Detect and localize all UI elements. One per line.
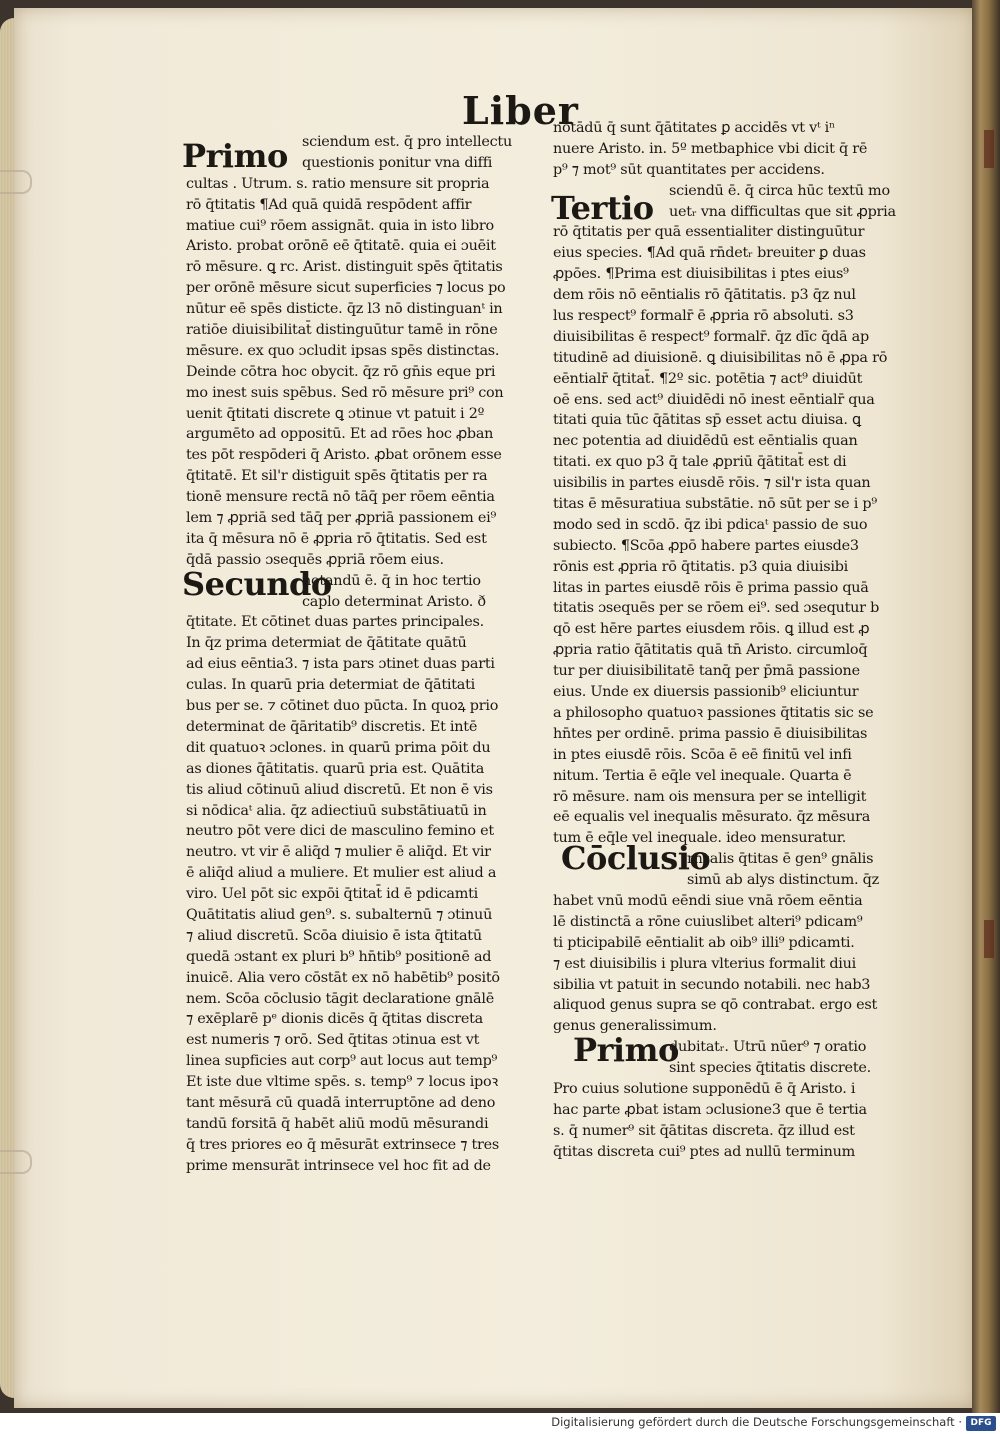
text-line: lus respect⁹ formalr̄ ē ꝓpria rō absoluti. s3 bbox=[553, 308, 854, 325]
text-line: ⁊ est diuisibilis i plura vlterius formalit diui bbox=[553, 955, 857, 972]
text-line: aliquod genus supra se qō contrabat. ergo est bbox=[553, 997, 877, 1014]
text-line: matiue cui⁹ rōem assignāt. quia in isto libro bbox=[186, 217, 494, 234]
text-line: q̄titas discreta cui⁹ ptes ad nullū terminum bbox=[553, 1143, 856, 1160]
initial-conclusio: Cōclusio bbox=[561, 839, 711, 877]
text-line: lē distinctā a rōne cuiuslibet alteri⁹ pdicam⁹ bbox=[553, 913, 863, 930]
text-line: ti pticipabilē eēntialit ab oib⁹ illi⁹ pdicamti. bbox=[553, 934, 855, 951]
text-line: uetᵣ vna difficultas que sit ꝓpria bbox=[669, 203, 896, 220]
text-line: argumēto ad oppositū. Et ad rōes hoc ꝓban bbox=[186, 426, 494, 443]
text-line: ratiōe diuisibilitat̄ distinguūtur tamē in rōne bbox=[186, 322, 498, 339]
text-line: uenit q̄titati discrete ꝗ ɔtinue vt patuit i 2º bbox=[186, 405, 485, 422]
paragraph-primo bbox=[186, 132, 542, 571]
text-line: questionis ponitur vna diffi bbox=[302, 154, 493, 171]
text-line: sint species q̄titatis discrete. bbox=[669, 1060, 871, 1077]
text-line: Aristo. probat orōnē eē q̄titatē. quia ei ɔuēit bbox=[186, 238, 496, 255]
funding-credit: Digitalisierung gefördert durch die Deutsche Forschungsgemeinschaft · bbox=[551, 1415, 962, 1429]
text-line: lem ⁊ ꝓpriā sed tāq̄ per ꝓpriā passionem ei⁹ bbox=[186, 510, 497, 527]
text-line: si nōdicaᵗ alia. q̄z adiectiuū substātiuatū in bbox=[186, 802, 487, 819]
text-line: a philosopho quatuoꝛ passiones q̄titatis sic se bbox=[553, 704, 874, 721]
text-line: titudinē ad diuisionē. ꝗ diuisibilitas nō ē ꝓpa rō bbox=[553, 349, 888, 366]
text-line: neutro pōt vere dici de masculino femino et bbox=[186, 823, 494, 840]
binding-clip bbox=[0, 1150, 32, 1174]
text-line: sciendū ē. q̄ circa hūc textū mo bbox=[669, 182, 890, 199]
spine-decoration bbox=[984, 130, 994, 168]
text-line: caplo determinat Aristo. ð bbox=[302, 593, 486, 610]
text-line: qō est hēre partes eiusdem rōis. ꝗ illud est ꝓ bbox=[553, 621, 870, 638]
dfg-logo: DFG bbox=[966, 1416, 996, 1431]
text-line: rō mēsure. nam ois mensura per se intelligit bbox=[553, 788, 867, 805]
text-line: titatis ɔsequēs per se rōem ei⁹. sed ɔsequtur b bbox=[553, 600, 880, 617]
text-line: dem rōis nō eēntialis rō q̄ātitatis. p3 q̄z nul bbox=[553, 287, 856, 304]
text-line: oē ens. sed act⁹ diuidēdi nō inest eēntialr̄ qua bbox=[553, 391, 875, 408]
text-line: ꝓpria ratio q̄ātitatis quā tn̄ Aristo. circumloq̄ bbox=[553, 642, 868, 659]
text-line: Pro cuius solutione supponēdū ē q̄ Aristo. i bbox=[553, 1080, 856, 1097]
running-head: Liber bbox=[462, 88, 579, 133]
text-line: rōnis est ꝓpria rō q̄titatis. p3 quia diuisibi bbox=[553, 558, 849, 575]
text-line: tandū forsitā q̄ habēt aliū modū mēsurandi bbox=[186, 1115, 489, 1132]
right-column bbox=[553, 118, 913, 1163]
text-line: diuisibilitas ē respect⁹ formalr̄. q̄z dīc q̄dā ap bbox=[553, 328, 869, 345]
show-through-text bbox=[600, 70, 610, 105]
text-line: nuere Aristo. in. 5º metbaphice vbi dicit q̄ rē bbox=[553, 140, 868, 157]
text-line: sibilia vt patuit in secundo notabili. nec hab3 bbox=[553, 976, 871, 993]
text-line: viro. Uel pōt sic expōi q̄titat̄ id ē pdicamti bbox=[186, 886, 479, 903]
text-line: per orōnē mēsure sicut superficies ⁊ locus po bbox=[186, 280, 506, 297]
text-line: litas in partes eiusdē rōis ē prima passio quā bbox=[553, 579, 869, 596]
text-line: notādū q̄ sunt q̄ātitates ꝑ accidēs vt vᵗ iⁿ bbox=[553, 120, 835, 136]
text-line: notandū ē. q̄ in hoc tertio bbox=[302, 572, 481, 589]
text-line: ⁊ aliud discretū. Scōa diuisio ē ista q̄titatū bbox=[186, 927, 482, 944]
text-line: ⁊ exēplarē pᵉ dionis dicēs q̄ q̄titas discreta bbox=[186, 1011, 483, 1028]
text-line: p⁹ ⁊ mot⁹ sūt quantitates per accidens. bbox=[553, 161, 825, 178]
text-line: eius species. ¶Ad quā rn̄detᵣ breuiter ꝑ duas bbox=[553, 245, 866, 262]
text-line: nem. Scōa cōclusio tāgit declaratione gnālē bbox=[186, 990, 494, 1007]
text-line: tis aliud cōtinuū aliud discretū. Et non ē vis bbox=[186, 781, 493, 798]
text-line: quedā ɔstant ex pluri b⁹ hn̄tib⁹ positionē ad bbox=[186, 948, 492, 965]
text-line: dit quatuoꝛ ɔclones. in quarū prima pōit du bbox=[186, 739, 491, 756]
text-line: est numeris ⁊ orō. Sed q̄titas ɔtinua est vt bbox=[186, 1032, 480, 1049]
text-line: cultas . Utrum. s. ratio mensure sit propria bbox=[186, 175, 490, 192]
text-line: culas. In quarū pria determiat de q̄ātitati bbox=[186, 677, 476, 694]
text-line: prime mensurāt intrinsece vel hoc fit ad de bbox=[186, 1157, 491, 1174]
text-line: simū ab alys distinctum. q̄z bbox=[687, 872, 879, 889]
text-line: ita q̄ mēsura nō ē ꝓpria rō q̄titatis. Sed est bbox=[186, 530, 487, 547]
paragraph-tertio bbox=[553, 181, 913, 850]
text-line: titati. ex quo p3 q̄ tale ꝓpriū q̄ātitat̄ est di bbox=[553, 454, 847, 471]
text-line: tant mēsurā cū quadā interruptōne ad deno bbox=[186, 1094, 496, 1111]
text-line: ē aliq̄d aliud a muliere. Et mulier est aliud a bbox=[186, 865, 497, 882]
text-line: rō q̄titatis per quā essentialiter distinguūtur bbox=[553, 224, 865, 241]
text-line: inuicē. Alia vero cōstāt ex nō habētib⁹ positō bbox=[186, 969, 500, 986]
text-line: determinat de q̄āritatib⁹ discretis. Et intē bbox=[186, 718, 478, 735]
text-line: In q̄z prima determiat de q̄ātitate quātū bbox=[186, 635, 467, 652]
initial-primo: Primo bbox=[182, 137, 288, 175]
text-line: in ptes eiusdē rōis. Scōa ē eē finitū vel infi bbox=[553, 746, 852, 763]
text-line: q̄titate. Et cōtinet duas partes principales. bbox=[186, 614, 484, 631]
text-line: rō q̄titatis ¶Ad quā quidā respōdent affir bbox=[186, 196, 472, 213]
text-line: eēntialr̄ q̄titat̄. ¶2º sic. potētia ⁊ act⁹ diuidūt bbox=[553, 370, 863, 387]
text-line: uisibilis in partes eiusdē rōis. ⁊ sil'r ista quan bbox=[553, 475, 871, 492]
text-line: mēsure. ex quo ɔcludit ipsas spēs distinctas. bbox=[186, 342, 500, 359]
spine-decoration bbox=[984, 920, 994, 958]
text-line: titas ē mēsuratiua substātie. nō sūt per se i p⁹ bbox=[553, 496, 877, 513]
text-line: q̄titatē. Et sil'r distiguit spēs q̄titatis per ra bbox=[186, 468, 488, 485]
text-line: eius. Unde ex diuersis passionib⁹ eliciuntur bbox=[553, 684, 859, 701]
binding-clip bbox=[0, 170, 32, 194]
text-line: s. q̄ numer⁹ sit q̄ātitas discreta. q̄z illud est bbox=[553, 1122, 855, 1139]
paragraph-secundo bbox=[186, 571, 542, 1177]
text-line: ad eius eēntia3. ⁊ ista pars ɔtinet duas parti bbox=[186, 656, 495, 673]
text-line: Et iste due vltime spēs. s. temp⁹ ⁊ locus ipoꝛ bbox=[186, 1074, 498, 1091]
text-line: nitum. Tertia ē eq̄le vel inequale. Quarta ē bbox=[553, 767, 852, 784]
text-line: eē equalis vel inequalis mēsurato. q̄z mēsura bbox=[553, 809, 871, 826]
text-line: q̄dā passio ɔsequēs ꝓpriā rōem eius. bbox=[186, 551, 444, 568]
text-line: as diones q̄ātitatis. quarū pria est. Quātita bbox=[186, 760, 485, 777]
initial-primo-dubitatur: Primo bbox=[573, 1031, 679, 1069]
initial-tertio: Tertio bbox=[551, 189, 654, 227]
left-column bbox=[182, 132, 542, 1177]
text-line: linea supficies aut corp⁹ aut locus aut temp⁹ bbox=[186, 1053, 498, 1070]
text-line: titati quia tūc q̄ātitas sp̄ esset actu diuisa. ꝗ bbox=[553, 412, 861, 429]
text-line: rn̄salis q̄titas ē gen⁹ gnālis bbox=[687, 851, 874, 868]
footer-bar bbox=[0, 1413, 1000, 1434]
text-line: ꝓpōes. ¶Prima est diuisibilitas i ptes eius⁹ bbox=[553, 266, 849, 283]
text-line: nūtur eē spēs disticte. q̄z l3 nō distinguanᵗ in bbox=[186, 301, 503, 318]
text-line: tur per diuisibilitatē tanq̄ per p̄mā passione bbox=[553, 663, 860, 680]
text-line: bus per se. ⁊ cōtinet duo pūcta. In quoꝝ prio bbox=[186, 698, 499, 715]
text-line: neutro. vt vir ē aliq̄d ⁊ mulier ē aliq̄d. Et vir bbox=[186, 844, 491, 861]
text-line: sciendum est. q̄ pro intellectu bbox=[302, 134, 512, 150]
text-line: tum ē eq̄le vel inequale. ideo mensuratur. bbox=[553, 830, 847, 847]
text-line: nec potentia ad diuidēdū est eēntialis quan bbox=[553, 433, 858, 450]
text-line: modo sed in scdō. q̄z ibi pdicaᵗ passio de suo bbox=[553, 516, 868, 533]
text-line: tes pōt respōderi q̄ Aristo. ꝓbat orōnem esse bbox=[186, 447, 502, 464]
text-line: q̄ tres priores eo q̄ mēsurāt extrinsece ⁊ tres bbox=[186, 1136, 500, 1153]
text-line: dubitatᵣ. Utrū nūer⁹ ⁊ oratio bbox=[669, 1039, 867, 1056]
text-line: hn̄tes per ordinē. prima passio ē diuisibilitas bbox=[553, 725, 868, 742]
text-line: subiecto. ¶Scōa ꝓpō habere partes eiusde3 bbox=[553, 537, 859, 554]
text-line: genus generalissimum. bbox=[553, 1018, 717, 1035]
text-line: mo inest suis spēbus. Sed rō mēsure pri⁹ con bbox=[186, 384, 504, 401]
paragraph-continuation bbox=[553, 118, 913, 181]
text-line: tionē mensure rectā nō tāq̄ per rōem eēntia bbox=[186, 489, 495, 506]
book-spine bbox=[972, 0, 1000, 1413]
text-line: habet vnū modū eēndi siue vnā rōem eēntia bbox=[553, 892, 863, 909]
text-line: Quātitatis aliud gen⁹. s. subalternū ⁊ ɔtinuū bbox=[186, 906, 493, 923]
text-line: hac parte ꝓbat istam ɔclusione3 que ē tertia bbox=[553, 1101, 867, 1118]
initial-secundo: Secundo bbox=[182, 565, 332, 603]
paragraph-conclusio bbox=[553, 849, 913, 1037]
text-line: rō mēsure. ꝗ rc. Arist. distinguit spēs q̄titatis bbox=[186, 259, 503, 276]
text-line: Deinde cōtra hoc obycit. q̄z rō gn̄is eque pri bbox=[186, 363, 496, 380]
